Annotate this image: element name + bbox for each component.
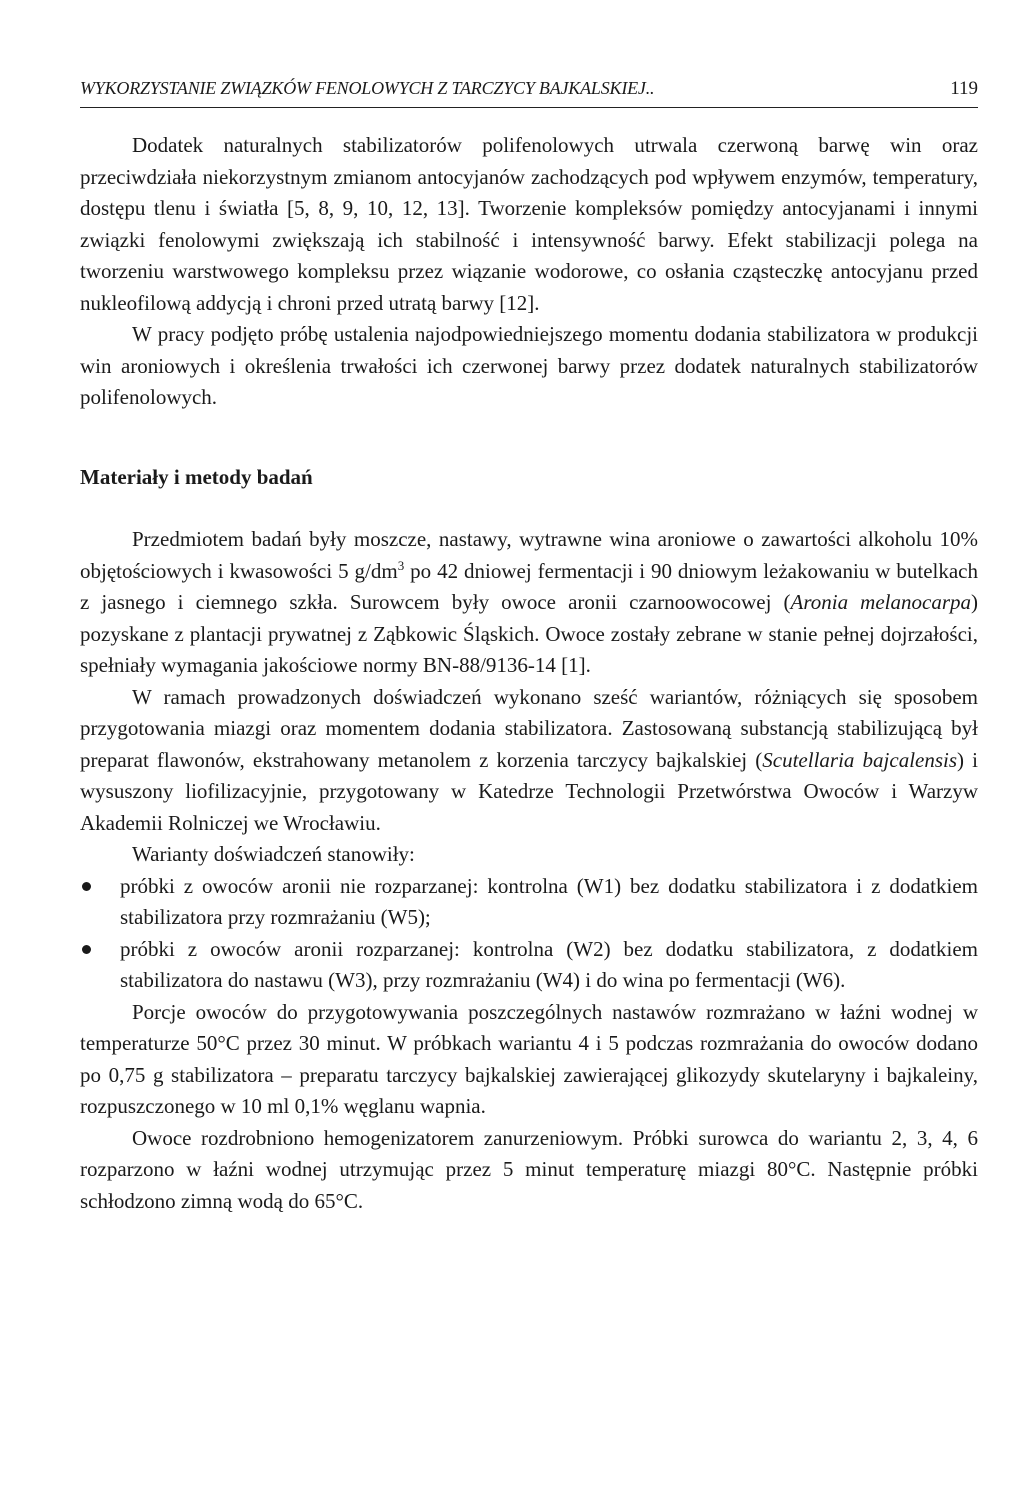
list-item: próbki z owoców aronii rozparzanej: kontrolna (W2) bez dodatku stabilizatora, z dodatkiem stabilizatora do nastawu (W3), przy rozmrażaniu (W4) i do wina po fermentacji (W6). (80, 934, 978, 997)
species-name-aronia: Aronia melanocarpa (790, 590, 971, 614)
methods-paragraph-1 (80, 524, 978, 682)
species-name-scutellaria: Scutellaria bajcalensis (762, 747, 958, 772)
methods-paragraph-4: Porcje owoców do przygotowywania poszczególnych nastawów rozmrażano w łaźni wodnej w temperaturze 50°C przez 30 minut. W próbkach wariantu 4 i 5 podczas rozmrażania do owoców dodano po 0,75 g stabilizatora – preparatu tarczycy bajkalskiej zawierającej glikozydy skutelaryny i bajkaleiny, rozpuszczonego w 10 ml 0,1% węglanu wapnia. (80, 999, 978, 1118)
methods-p1-text-c: ) pozyskane z plantacji prywatnej z Ząbkowic Śląskich. Owoce zostały zebrane w stanie pełnej dojrzałości, spełniały wymagania jakościowe normy BN-88/9136-14 [1]. (80, 590, 978, 677)
methods-p1-text-b: po 42 dniowej fermentacji i 90 dniowym leżakowaniu w butelkach z jasnego i ciemnego szkła. Surowcem były owoce aronii czarnoowocowej ( (80, 558, 978, 614)
list-item: próbki z owoców aronii nie rozparzanej: kontrolna (W1) bez dodatku stabilizatora i z dodatkiem stabilizatora przy rozmrażaniu (W5); (80, 871, 978, 934)
document-page (80, 76, 978, 1217)
superscript-3: 3 (397, 557, 405, 573)
methods-p2-text-b: ) i wysuszony liofilizacyjnie, przygotowany w Katedrze Technologii Przetwórstwa Owoców i Warzyw Akademii Rolniczej we Wrocławiu. (80, 747, 978, 835)
methods-paragraph-2 (80, 682, 978, 840)
variants-list (80, 871, 978, 997)
running-header (80, 76, 978, 108)
intro-paragraph-2: W pracy podjęto próbę ustalenia najodpowiedniejszego momentu dodania stabilizatora w produkcji win aroniowych i określenia trwałości ich czerwonej barwy przez dodatek naturalnych stabilizatorów polifenolowych. (80, 322, 978, 409)
methods-p1-text-a: Przedmiotem badań były moszcze, nastawy, wytrawne wina aroniowe o zawartości alkoholu 10% objętościowych i kwasowości 5 g/dm (80, 527, 978, 583)
methods-p2-text-a: W ramach prowadzonych doświadczeń wykonano sześć wariantów, różniących się sposobem przygotowania miazgi oraz momentem dodania stabilizatora. Zastosowaną substancją stabilizującą był preparat flawonów, ekstrahowany metanolem z korzenia tarczycy bajkalskiej ( (80, 684, 978, 772)
methods-paragraph-3: Warianty doświadczeń stanowiły: (132, 842, 415, 866)
intro-paragraph-1: Dodatek naturalnych stabilizatorów polifenolowych utrwala czerwoną barwę win oraz przeciwdziała niekorzystnym zmianom antocyjanów zachodzących pod wpływem enzymów, temperatury, dostępu tlenu i światła [5, 8, 9, 10, 12, 13]. Tworzenie kompleksów pomiędzy antocyjanami i innymi związki fenolowymi zwiększają ich stabilność i intensywność barwy. Efekt stabilizacji polega na tworzeniu warstwowego kompleksu przez wiązanie wodorowe, co osłania cząsteczkę antocyjanu przed nukleofilową addycją i chroni przed utratą barwy [12]. (80, 133, 978, 315)
running-title: WYKORZYSTANIE ZWIĄZKÓW FENOLOWYCH Z TARCZYCY BAJKALSKIEJ.. (80, 78, 655, 98)
section-heading: Materiały i metody badań (80, 464, 313, 489)
page-number: 119 (950, 78, 978, 99)
methods-paragraph-5: Owoce rozdrobniono hemogenizatorem zanurzeniowym. Próbki surowca do wariantu 2, 3, 4, 6 rozparzono w łaźni wodnej utrzymując przez 5 minut temperaturę miazgi 80°C. Następnie próbki schłodzono zimną wodą do 65°C. (80, 1125, 978, 1213)
